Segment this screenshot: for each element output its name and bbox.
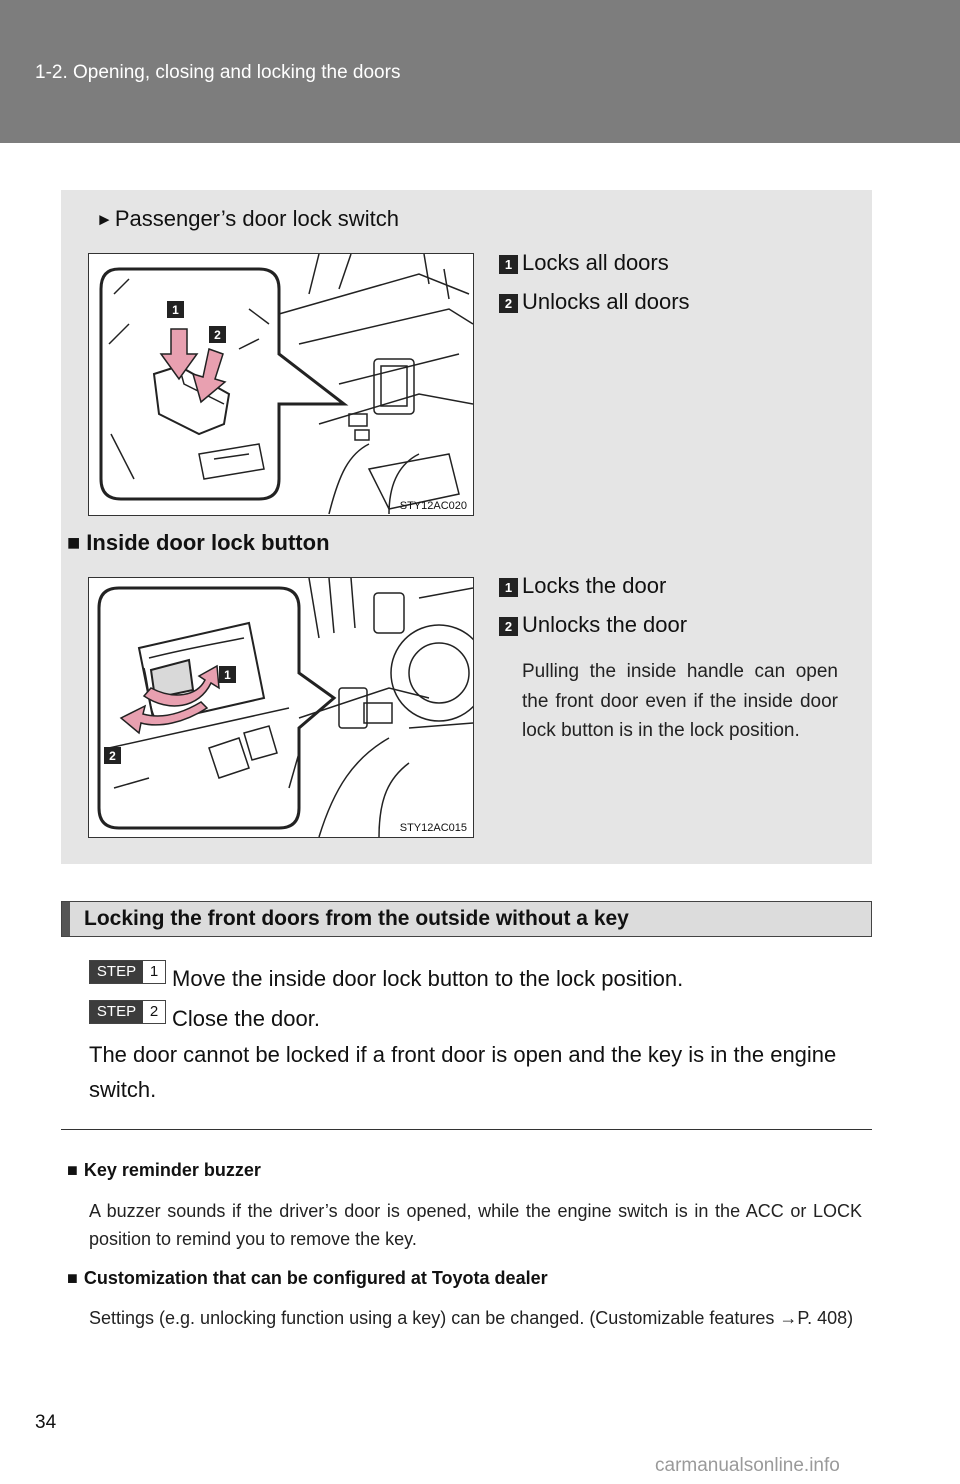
list-item [499,250,669,276]
passenger-switch-heading [96,206,399,232]
list-item [499,573,666,599]
square-bullet-icon: ■ [67,1160,78,1180]
step-badge [89,1000,166,1024]
page-number: 34 [35,1412,57,1433]
list-item-text: Locks all doors [522,250,669,275]
inside-lock-figure [88,577,474,838]
note-heading-text: Customization that can be configured at Toyota dealer [83,1268,548,1288]
passenger-switch-heading-text: Passenger’s door lock switch [114,206,399,231]
step-label: STEP [90,961,143,983]
page-header [0,0,960,143]
svg-text:2: 2 [109,749,116,763]
svg-text:2: 2 [214,328,221,342]
note-text: A buzzer sounds if the driver’s door is opened, while the engine switch is in the ACC or LOCK position to remind you to remove the key. [89,1201,862,1249]
inside-lock-illustration [89,578,473,837]
note-heading-text: Key reminder buzzer [83,1160,261,1180]
section-accent [62,902,70,936]
list-item-text: Locks the door [522,573,667,598]
number-badge: 1 [499,578,518,597]
svg-text:1: 1 [172,303,179,317]
list-item [499,289,690,315]
inside-lock-heading [67,530,330,556]
step-number: 1 [149,963,159,980]
chapter-title: 1-2. Opening, closing and locking the doors [35,62,401,83]
passenger-switch-illustration [89,254,473,515]
list-item-text: Unlocks all doors [522,289,690,314]
step-text: Close the door. [172,1006,320,1031]
step-text: Move the inside door lock button to the lock position. [172,966,684,991]
section-header [61,901,872,937]
square-bullet-icon: ■ [67,1268,78,1288]
inside-lock-heading-text: Inside door lock button [86,530,330,555]
figure-code: STY12AC015 [399,822,467,834]
step-number: 2 [149,1003,159,1020]
step-item [89,1000,320,1030]
number-badge: 1 [499,255,518,274]
passenger-switch-figure [88,253,474,516]
step-item [89,960,683,990]
section-title: Locking the front doors from the outside without a key [84,907,629,930]
inside-lock-note: Pulling the inside handle can open the front door even if the inside door lock button is in the lock position. [522,661,838,741]
step-badge [89,960,166,984]
note-text: Settings (e.g. unlocking function using a key) can be changed. (Customizable features →P. 408) [89,1308,854,1328]
divider [61,1129,872,1130]
list-item [499,612,687,638]
triangle-bullet-icon: ► [96,210,113,229]
watermark: carmanualsonline.info [655,1455,840,1476]
step-label: STEP [90,1001,143,1023]
section-paragraph: The door cannot be locked if a front door is open and the key is in the engine switch. [89,1042,837,1102]
note-heading [67,1268,548,1289]
number-badge: 2 [499,617,518,636]
figure-code: STY12AC020 [399,500,467,512]
square-bullet-icon: ■ [67,530,81,555]
note-heading [67,1160,261,1181]
number-badge: 2 [499,294,518,313]
list-item-text: Unlocks the door [522,612,688,637]
svg-text:1: 1 [224,668,231,682]
